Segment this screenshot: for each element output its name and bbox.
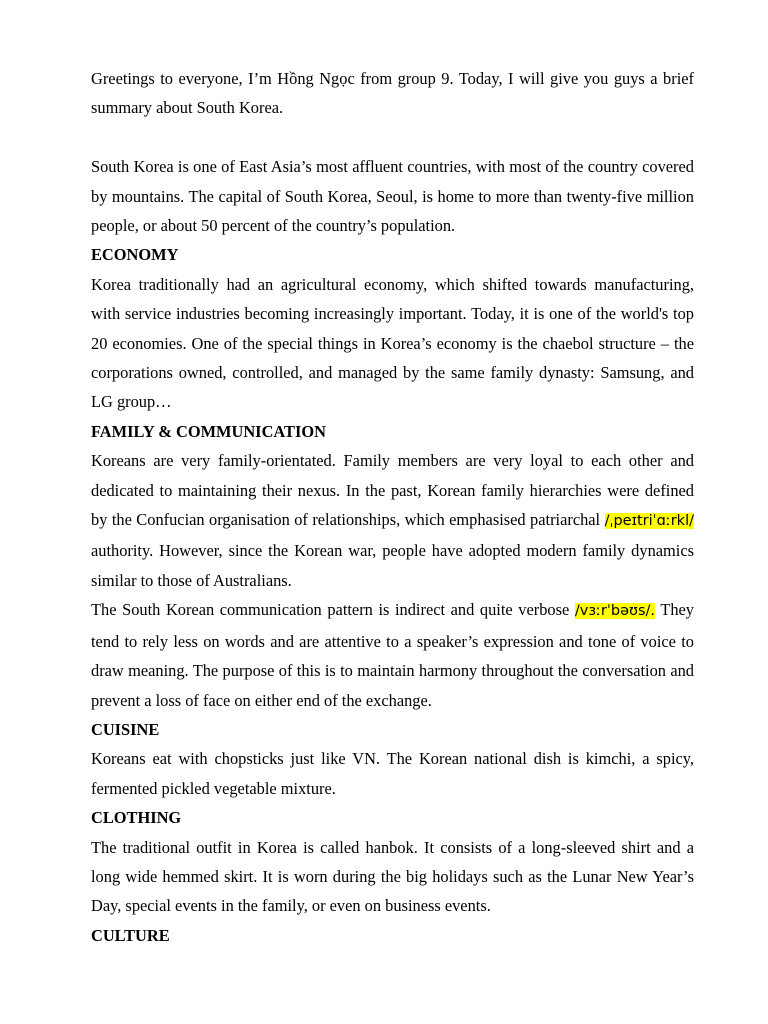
economy-paragraph: Korea traditionally had an agricultural economy, which shifted towards manufacturing, with service industries becoming increasingly important. Today, it is one of the world's top 20 economies. One of the special things in Korea’s economy is the chaebol structure – the corporations owned, controlled, and managed by the same family dynasty: Samsung, and LG group…	[91, 274, 694, 412]
communication-paragraph	[91, 595, 694, 715]
family-text-end: authority. However, since the Korean war, people have adopted modern family dynamics similar to those of Australians.	[91, 541, 694, 590]
family-communication-heading: FAMILY & COMMUNICATION	[91, 421, 326, 441]
clothing-heading: CLOTHING	[91, 808, 182, 828]
blank-line	[91, 123, 694, 152]
cuisine-paragraph: Koreans eat with chopsticks just like VN. The Korean national dish is kimchi, a spicy, fermented pickled vegetable mixture.	[91, 749, 694, 798]
communication-text-start: The South Korean communication pattern is indirect and quite verbose	[91, 600, 575, 620]
document-body	[91, 64, 694, 950]
intro-paragraph: Greetings to everyone, I’m Hồng Ngọc from group 9. Today, I will give you guys a brief summary about South Korea.	[91, 69, 694, 118]
ipa-patriarchal-highlight: /ˌpeɪtriˈɑːrkl/	[604, 513, 694, 530]
communication-text-end: They tend to rely less on words and are attentive to a speaker’s expression and tone of voice to draw meaning. The purpose of this is to maintain harmony throughout the conversation and prevent a loss of face on either end of the exchange.	[91, 600, 694, 710]
cuisine-heading: CUISINE	[91, 719, 160, 739]
clothing-paragraph: The traditional outfit in Korea is called hanbok. It consists of a long-sleeved shirt and a long wide hemmed skirt. It is worn during the big holidays such as the Lunar New Year’s Day, special events in the family, or even on business events.	[91, 837, 694, 916]
economy-heading: ECONOMY	[91, 245, 179, 265]
family-text-start: Koreans are very family-orientated. Family members are very loyal to each other and dedicated to maintaining their nexus. In the past, Korean family hierarchies were defined by the Confucian organisation of relationships, which emphasised patriarchal	[91, 451, 694, 530]
ipa-verbose-highlight: /vɜːrˈbəʊs/.	[574, 603, 656, 620]
family-paragraph	[91, 446, 694, 595]
overview-paragraph: South Korea is one of East Asia’s most affluent countries, with most of the country covered by mountains. The capital of South Korea, Seoul, is home to more than twenty-five million people, or about 50 percent of the country’s population.	[91, 157, 694, 236]
culture-heading: CULTURE	[91, 925, 170, 945]
